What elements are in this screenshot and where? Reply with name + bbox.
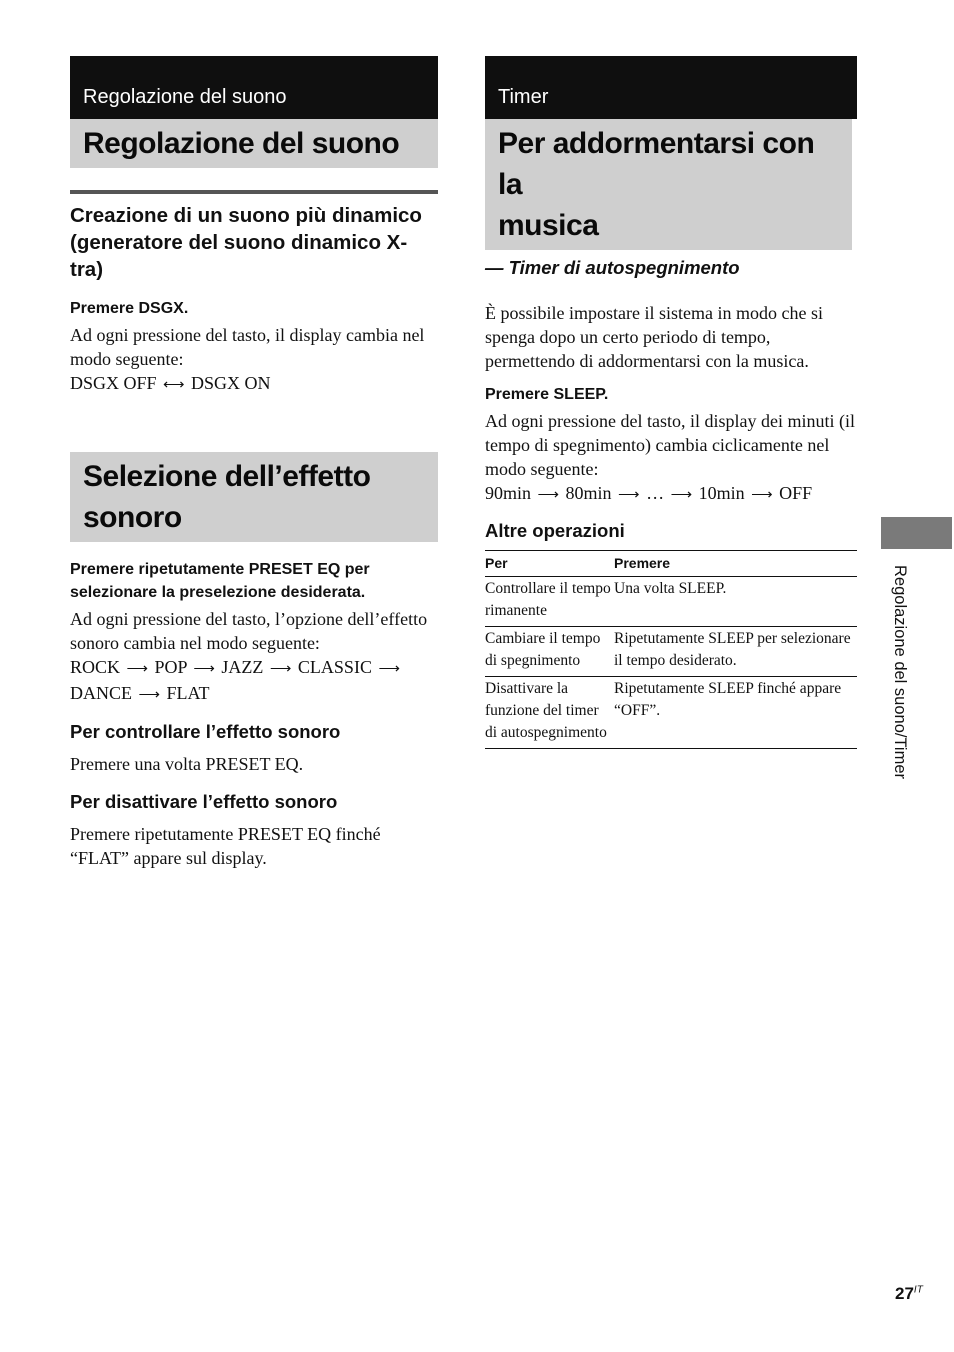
table-header-row — [485, 551, 857, 577]
seq-item: 10min — [698, 483, 745, 503]
timer-title-line: musica — [498, 209, 599, 242]
disable-effect-body: Premere ripetutamente PRESET EQ finché “FLAT” appare sul display. — [70, 824, 381, 868]
arrow-right-icon: ⟶ — [618, 487, 640, 503]
right-column — [485, 56, 857, 749]
table-cell: Una volta SLEEP. — [614, 577, 857, 627]
arrow-right-icon: ⟶ — [138, 687, 161, 703]
dsgx-body: Ad ogni pressione del tasto, il display cambia nel modo seguente: — [70, 325, 425, 369]
seq-item: FLAT — [166, 683, 210, 703]
table-header: Premere — [614, 551, 857, 577]
seq-item: DSGX OFF — [70, 373, 157, 393]
left-column — [70, 56, 438, 870]
effect-sequence — [70, 655, 438, 707]
other-ops-heading: Altre operazioni — [485, 520, 625, 541]
table-row — [485, 677, 857, 749]
table-cell: Ripetutamente SLEEP finché appare “OFF”. — [614, 680, 842, 719]
double-arrow-icon: ⟷ — [163, 377, 185, 393]
table-cell: Disattivare la funzione del timer di autospegnimento — [485, 680, 607, 741]
table-row — [485, 577, 857, 627]
arrow-right-icon: ⟶ — [670, 487, 693, 503]
chapter-tab — [881, 517, 952, 549]
table-cell: Controllare il tempo rimanente — [485, 577, 614, 627]
dsgx-heading: Creazione di un suono più dinamico (generatore del suono dinamico X-tra) — [70, 204, 422, 281]
arrow-right-icon: ⟶ — [537, 487, 560, 503]
sleep-instruction: Premere SLEEP. — [485, 386, 609, 403]
section-divider — [70, 190, 438, 194]
arrow-right-icon: ⟶ — [193, 661, 215, 677]
effect-instruction: Premere ripetutamente PRESET EQ per selezionare la preselezione desiderata. — [70, 561, 370, 601]
effect-title-line: Selezione dell’effetto — [83, 460, 371, 493]
timer-intro: È possibile impostare il sistema in modo che si spenga dopo un certo periodo di tempo, permettendo di addormentarsi con la musica. — [485, 303, 823, 371]
seq-item: OFF — [779, 483, 813, 503]
seq-item: 90min — [485, 483, 532, 503]
seq-item: … — [646, 483, 665, 503]
section-bar-timer: Timer — [485, 56, 857, 119]
seq-item: JAZZ — [221, 657, 264, 677]
page-number-value: 27 — [895, 1284, 914, 1303]
timer-title-line: Per addormentarsi con la — [498, 127, 815, 201]
seq-item: 80min — [565, 483, 612, 503]
page-number — [895, 1284, 923, 1304]
effect-title — [70, 452, 438, 542]
check-effect-heading: Per controllare l’effetto sonoro — [70, 721, 341, 742]
effect-body: Ad ogni pressione del tasto, l’opzione dell’effetto sonoro cambia nel modo seguente: — [70, 609, 428, 653]
seq-item: DSGX ON — [191, 373, 271, 393]
timer-subtitle: — Timer di autospegnimento — [485, 257, 740, 278]
arrow-right-icon: ⟶ — [751, 487, 773, 503]
section-bar-sound: Regolazione del suono — [70, 56, 438, 119]
dsgx-instruction: Premere DSGX. — [70, 300, 189, 317]
check-effect-body: Premere una volta PRESET EQ. — [70, 754, 304, 774]
page-number-suffix: IT — [913, 1284, 923, 1296]
table-cell: Ripetutamente SLEEP per selezionare il tempo desiderato. — [614, 627, 857, 677]
operations-table — [485, 550, 857, 749]
effect-title-line: sonoro — [83, 501, 182, 534]
arrow-right-icon: ⟶ — [269, 661, 292, 677]
chapter-side-label: Regolazione del suono/Timer — [891, 565, 909, 780]
table-header: Per — [485, 551, 614, 577]
sleep-sequence — [485, 481, 857, 507]
page-title-timer — [485, 119, 852, 250]
dsgx-sequence — [70, 371, 438, 397]
page-title-sound: Regolazione del suono — [70, 119, 438, 168]
seq-item: ROCK — [70, 657, 121, 677]
table-cell: Cambiare il tempo di spegnimento — [485, 627, 614, 677]
seq-item: DANCE — [70, 683, 132, 703]
arrow-right-icon: ⟶ — [378, 661, 400, 677]
sleep-body: Ad ogni pressione del tasto, il display dei minuti (il tempo di spegnimento) cambia ciclicamente nel modo seguente: — [485, 411, 855, 479]
seq-item: POP — [154, 657, 187, 677]
disable-effect-heading: Per disattivare l’effetto sonoro — [70, 791, 338, 812]
seq-item: CLASSIC — [297, 657, 372, 677]
table-row — [485, 627, 857, 677]
arrow-right-icon: ⟶ — [126, 661, 149, 677]
